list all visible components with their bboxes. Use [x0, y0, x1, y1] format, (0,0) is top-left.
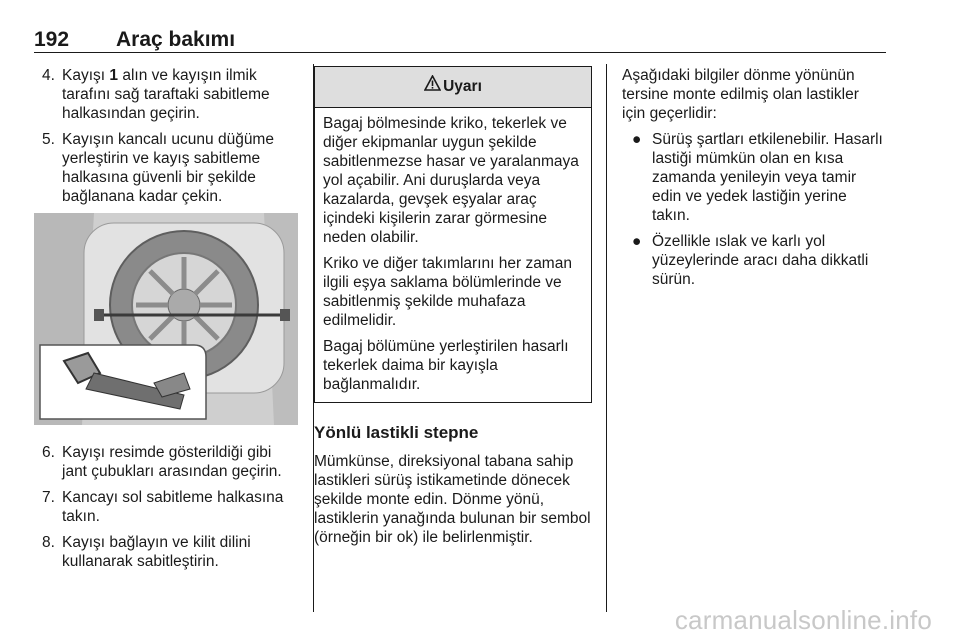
step-item: [34, 66, 298, 123]
page-header: [34, 28, 886, 52]
bullet-item: [622, 130, 886, 225]
middle-column: [314, 66, 592, 547]
header-rule: [34, 52, 886, 53]
left-column: [34, 66, 298, 578]
warning-paragraph: Kriko ve diğer takımlarını her zaman ilgili eşya saklama bölümlerinde ve sabitlenmiş şekilde muhafaza edilmelidir.: [323, 255, 572, 329]
bullet-text: Özellikle ıslak ve karlı yol yüzeylerinde aracı daha dikkatli sürün.: [652, 233, 869, 288]
step-text-part: Kayışı: [62, 67, 110, 84]
step-text: Kayışı resimde gösterildiği gibi jant çubukları arasından geçirin.: [62, 444, 282, 480]
warning-paragraph: Bagaj bölümüne yerleştirilen hasarlı tekerlek daima bir kayışla bağlanmalıdır.: [323, 338, 569, 393]
step-text: Kayışı bağlayın ve kilit dilini kullanarak sabitleştirin.: [62, 534, 251, 570]
warning-box: [314, 66, 592, 403]
step-number: 6.: [42, 444, 55, 461]
section-heading: Yönlü lastikli stepne: [314, 423, 479, 442]
chapter-title: Araç bakımı: [116, 28, 236, 51]
step-number: 4.: [42, 67, 55, 84]
section-paragraph: Mümkünse, direksiyonal tabana sahip lastikleri sürüş istikametinde dönecek şekilde monte edin. Dönme yönü, lastiklerin yanağında bulunan bir sembol (örneğin bir ok) ile belirlenmiştir.: [314, 453, 591, 546]
intro-paragraph: Aşağıdaki bilgiler dönme yönünün tersine monte edilmiş olan lastikler için geçerlidir:: [622, 67, 859, 122]
step-number: 8.: [42, 534, 55, 551]
spare-wheel-photo: [34, 213, 298, 425]
warning-title: Uyarı: [443, 78, 482, 96]
callout-number: 1: [109, 67, 119, 84]
watermark: carmanualsonline.info: [674, 605, 932, 635]
step-item: [34, 130, 298, 206]
bullet-item: [622, 232, 886, 289]
step-text: Kancayı sol sabitleme halkasına takın.: [62, 489, 284, 525]
step-item: [34, 443, 298, 481]
right-column: [622, 66, 886, 289]
step-text: Kayışın kancalı ucunu düğüme yerleştirin ve kayış sabitleme halkasına güvenli bir şekilde bağlanana kadar çekin.: [62, 131, 274, 205]
warning-paragraph: Bagaj bölmesinde kriko, tekerlek ve diğer ekipmanlar uygun şekilde sabitlenmezse hasar ve yaralanmaya yol açabilir. Ani duruşlarda veya kazalarda, gevşek eşyalar araç içindeki kişilerin zarar görmesine neden olabilir.: [323, 115, 579, 246]
warning-header: [315, 67, 591, 108]
warning-body: [315, 108, 591, 402]
step-number: 5.: [42, 131, 55, 148]
bullet-text: Sürüş şartları etkilenebilir. Hasarlı lastiği mümkün olan en kısa zamanda yenileyin veya tamir edin ve yedek lastiğin yerine takın.: [652, 131, 883, 224]
step-number: 7.: [42, 489, 55, 506]
bullet-dot: ●: [632, 233, 642, 250]
warning-triangle-icon: [424, 67, 441, 107]
step-item: [34, 533, 298, 571]
page-number: 192: [34, 28, 70, 51]
column-divider-2: [606, 64, 607, 612]
step-text-part: alın ve kayışın ilmik tarafını sağ taraftaki sabitleme halkasından geçirin.: [62, 67, 270, 122]
bullet-dot: ●: [632, 131, 642, 148]
step-item: [34, 488, 298, 526]
